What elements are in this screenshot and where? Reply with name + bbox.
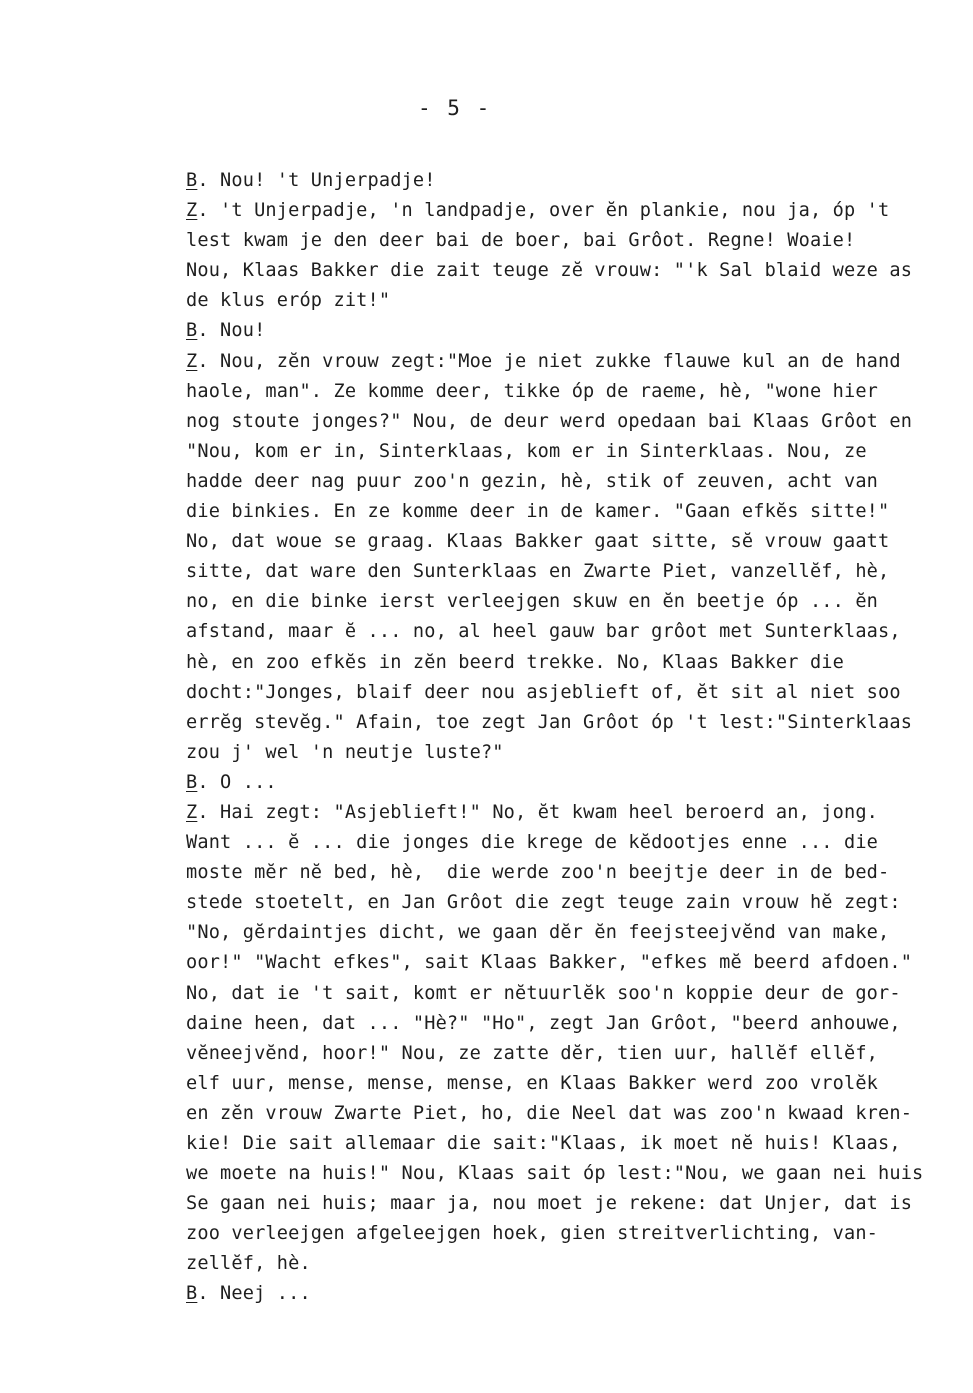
line-text: sitte, dat ware den Sunterklaas en Zwarte Piet, vanzellĕf, hè, (186, 561, 890, 583)
line-text: no, en die binke ierst verleejgen skuw en ĕn beetje óp ... ĕn (186, 591, 879, 613)
line-text: . 't Unjerpadje, 'n landpadje, over ĕn plankie, nou ja, óp 't (197, 200, 890, 222)
line-text: errĕg stevĕg." Afain, toe zegt Jan Grôot óp 't lest:"Sinterklaas (186, 711, 913, 733)
line-text: hadde deer nag puur zoo'n gezin, hè, stik of zeuven, acht van (186, 470, 879, 492)
text-line (186, 1069, 973, 1099)
line-text: docht:"Jonges, blaif deer nou asjeblieft of, ĕt sit al niet soo (186, 681, 901, 703)
text-line (186, 858, 973, 888)
text-line (186, 286, 973, 316)
line-text: nog stoute jonges?" Nou, de deur werd opedaan bai Klaas Grôot en (186, 410, 913, 432)
text-line (186, 196, 973, 226)
text-line (186, 708, 973, 738)
line-text: zellĕf, hè. (186, 1253, 311, 1275)
line-text: haole, man". Ze komme deer, tikke óp de raeme, hè, "wone hier (186, 380, 879, 402)
text-line (186, 828, 973, 858)
line-text: . Hai zegt: "Asjeblieft!" No, ĕt kwam heel beroerd an, jong. (197, 801, 879, 823)
line-text: oor!" "Wacht efkes", sait Klaas Bakker, "efkes mĕ beerd afdoen." (186, 952, 913, 974)
text-line (186, 768, 973, 798)
line-text: "No, gĕrdaintjes dicht, we gaan dĕr ĕn feejsteejvĕnd van make, (186, 922, 890, 944)
text-line (186, 316, 973, 346)
text-line (186, 1279, 973, 1309)
line-text: de klus eróp zit!" (186, 290, 391, 312)
line-text: moste mĕr nĕ bed, hè, die werde zoo'n beejtje deer in de bed- (186, 862, 890, 884)
line-text: "Nou, kom er in, Sinterklaas, kom er in Sinterklaas. Nou, ze (186, 440, 867, 462)
speaker-label: B (186, 771, 198, 793)
text-line (186, 497, 973, 527)
transcript-text (186, 166, 973, 1310)
line-text: . Nou! 't Unjerpadje! (197, 170, 436, 191)
text-line (186, 1219, 973, 1249)
text-line (186, 617, 973, 647)
line-text: vĕneejvĕnd, hoor!" Nou, ze zatte dĕr, tien uur, hallĕf ellĕf, (186, 1042, 879, 1064)
line-text: stede stoetelt, en Jan Grôot die zegt teuge zain vrouw hĕ zegt: (186, 892, 901, 914)
line-text: Nou, Klaas Bakker die zait teuge zĕ vrouw: "'k Sal blaid weze as (186, 260, 913, 282)
speaker-label: B (186, 320, 198, 342)
line-text: hè, en zoo efkĕs in zĕn beerd trekke. No, Klaas Bakker die (186, 651, 844, 673)
text-line (186, 407, 973, 437)
text-line (186, 678, 973, 708)
line-text: . Nou! (197, 320, 266, 342)
text-line (186, 347, 973, 377)
line-text: . Neej ... (197, 1283, 311, 1305)
text-line (186, 226, 973, 256)
page-number: - 5 - (418, 96, 492, 120)
text-line (186, 467, 973, 497)
text-line (186, 377, 973, 407)
line-text: we moete na huis!" Nou, Klaas sait óp lest:"Nou, we gaan nei huis (186, 1163, 924, 1185)
line-text: zou j' wel 'n neutje luste?" (186, 741, 504, 763)
speaker-label: Z (186, 801, 198, 823)
text-line (186, 738, 973, 768)
line-text: Se gaan nei huis; maar ja, nou moet je rekene: dat Unjer, dat is (186, 1193, 913, 1215)
line-text: elf uur, mense, mense, mense, en Klaas Bakker werd zoo vrolĕk (186, 1072, 879, 1094)
text-line (186, 1039, 973, 1069)
text-line (186, 1159, 973, 1189)
text-line (186, 557, 973, 587)
text-line (186, 648, 973, 678)
line-text: Want ... ĕ ... die jonges die krege de kĕdootjes enne ... die (186, 832, 879, 854)
line-text: en zĕn vrouw Zwarte Piet, ho, die Neel dat was zoo'n kwaad kren- (186, 1102, 913, 1124)
text-line (186, 166, 973, 196)
line-text: lest kwam je den deer bai de boer, bai Grôot. Regne! Woaie! (186, 230, 856, 252)
line-text: No, dat woue se graag. Klaas Bakker gaat sitte, sĕ vrouw gaatt (186, 531, 890, 553)
line-text: afstand, maar ĕ ... no, al heel gauw bar grôot met Sunterklaas, (186, 621, 901, 643)
text-line (186, 587, 973, 617)
text-line (186, 1099, 973, 1129)
speaker-label: Z (186, 200, 198, 222)
speaker-label: B (186, 1283, 198, 1305)
line-text: . O ... (197, 771, 277, 793)
text-line (186, 918, 973, 948)
text-line (186, 527, 973, 557)
line-text: No, dat ie 't sait, komt er nĕtuurlĕk soo'n koppie deur de gor- (186, 982, 901, 1004)
text-line (186, 888, 973, 918)
text-line (186, 979, 973, 1009)
line-text: kie! Die sait allemaar die sait:"Klaas, ik moet nĕ huis! Klaas, (186, 1133, 901, 1154)
text-line (186, 437, 973, 467)
speaker-label: B (186, 170, 198, 191)
text-line (186, 948, 973, 978)
line-text: . Nou, zĕn vrouw zegt:"Moe je niet zukke flauwe kul an de hand (197, 350, 901, 372)
text-line (186, 1249, 973, 1279)
line-text: die binkies. En ze komme deer in de kamer. "Gaan efkĕs sitte!" (186, 501, 890, 523)
text-line (186, 256, 973, 286)
text-line (186, 1129, 973, 1159)
text-line (186, 1189, 973, 1219)
speaker-label: Z (186, 350, 198, 372)
text-line (186, 1009, 973, 1039)
line-text: daine heen, dat ... "Hè?" "Ho", zegt Jan Grôot, "beerd anhouwe, (186, 1012, 901, 1034)
line-text: zoo verleejgen afgeleejgen hoek, gien streitverlichting, van- (186, 1223, 879, 1245)
text-line (186, 798, 973, 828)
